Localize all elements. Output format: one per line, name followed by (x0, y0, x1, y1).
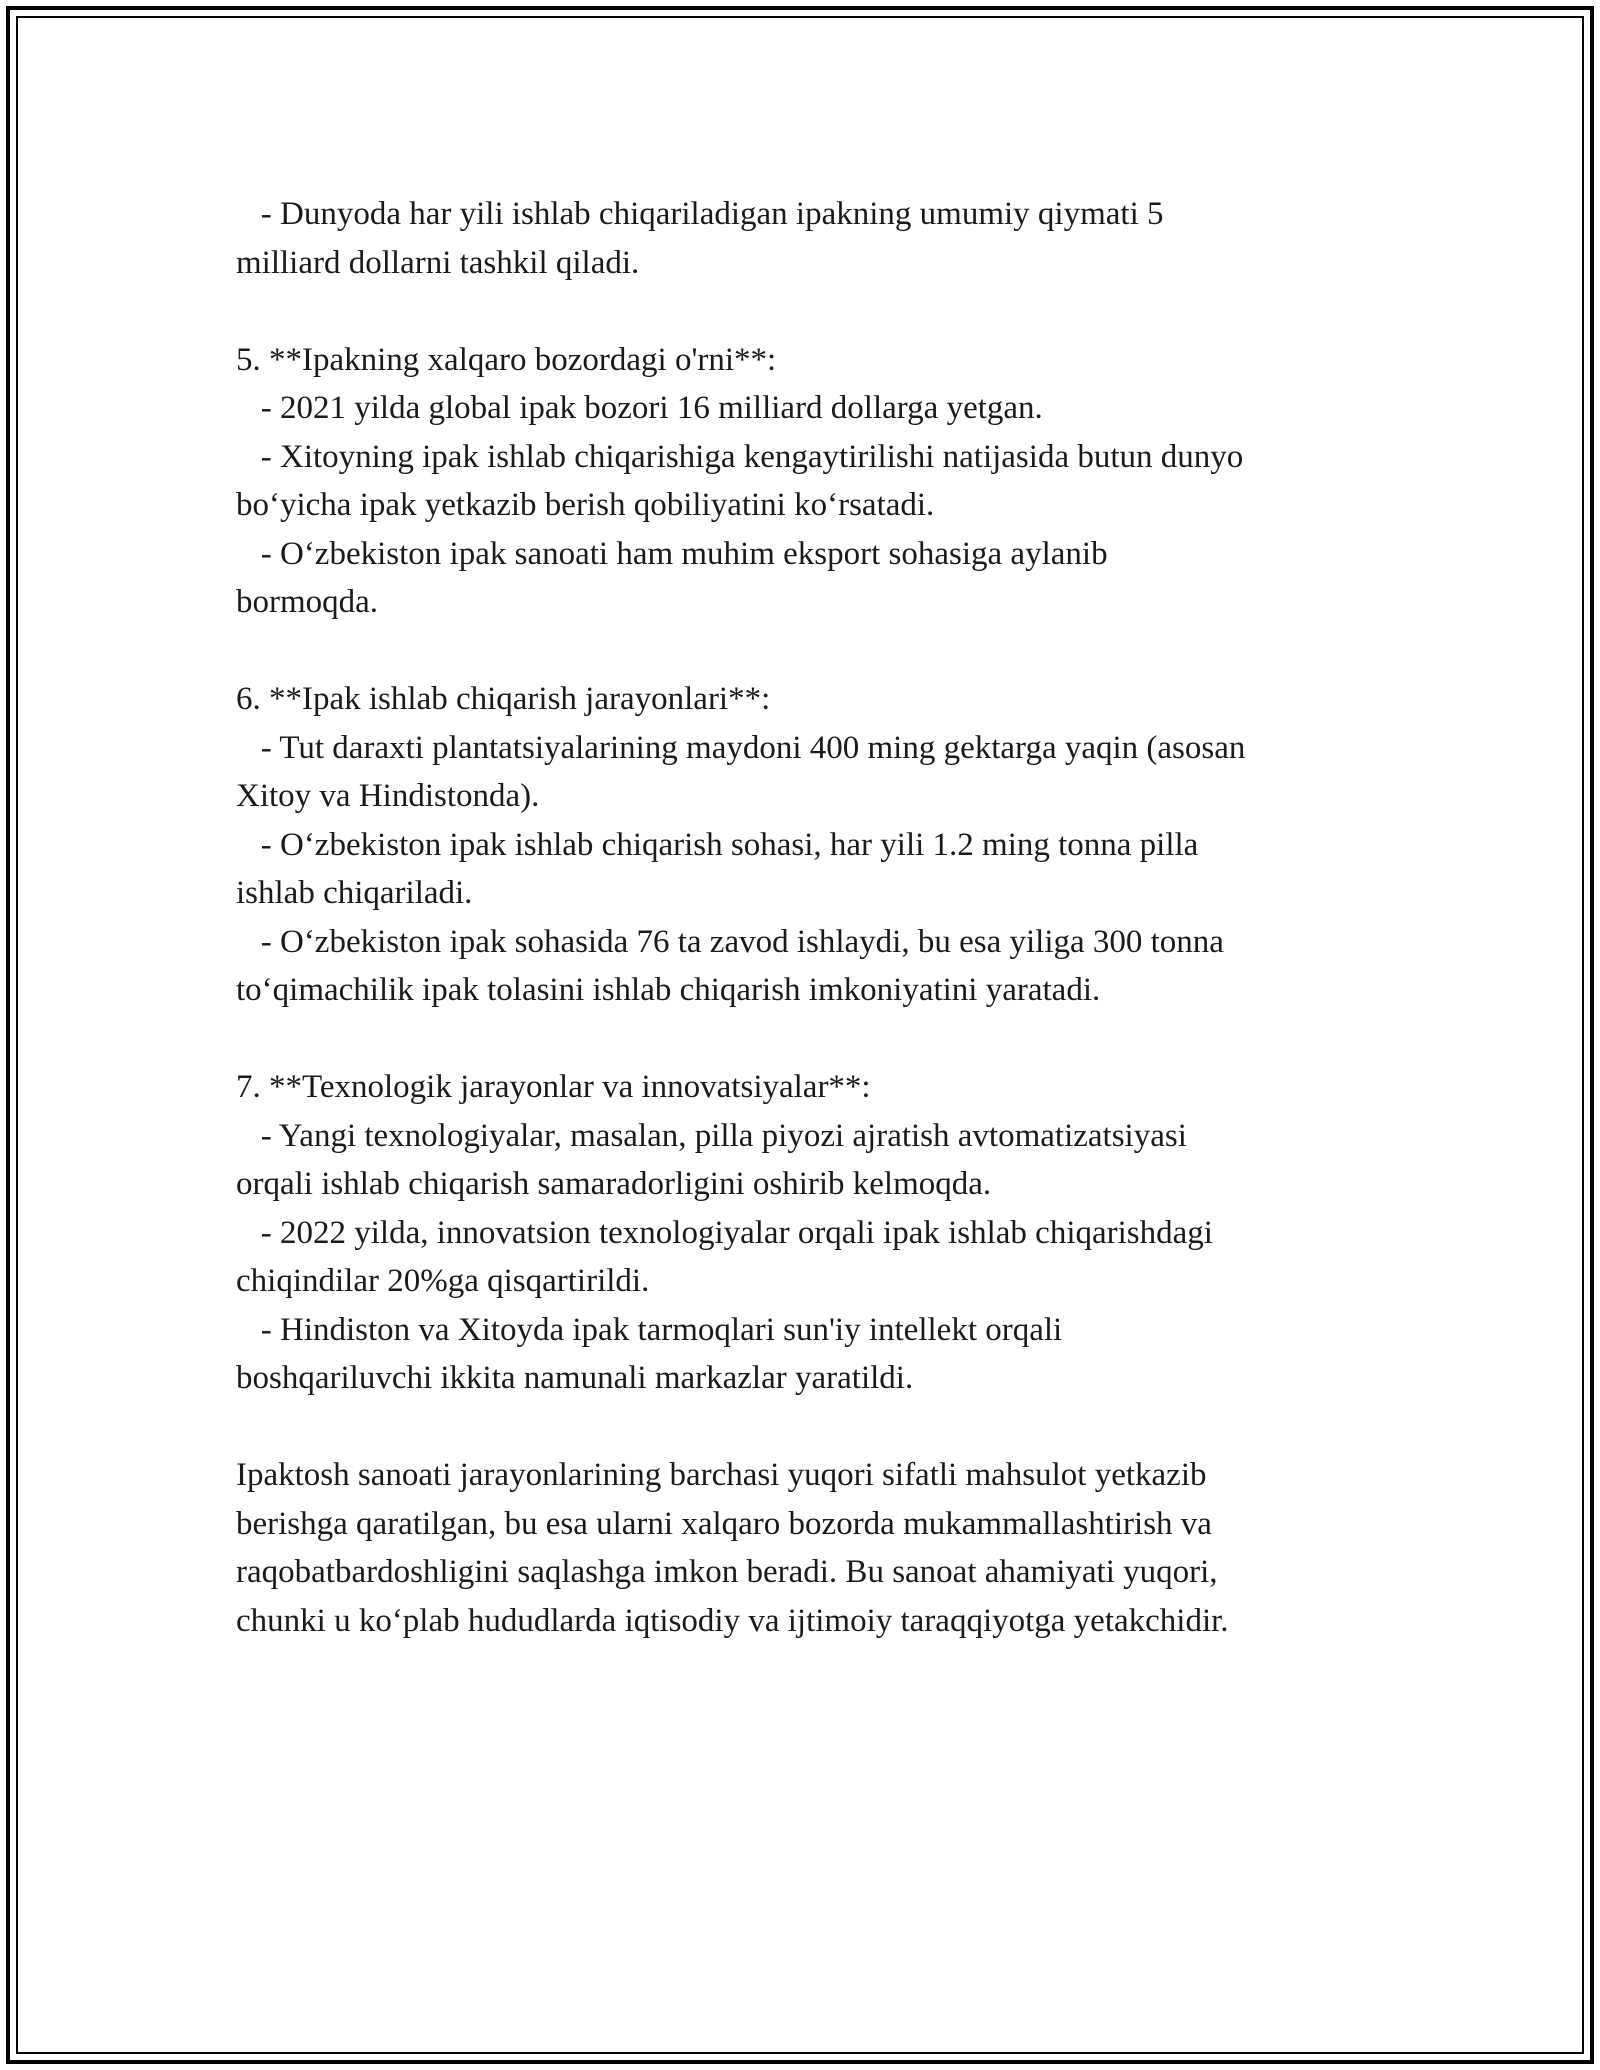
text-line: - Dunyoda har yili ishlab chiqariladigan ipakning umumiy qiymati 5 (236, 196, 1164, 232)
document-body (236, 190, 1376, 1645)
conclusion-line: berishga qaratilgan, bu esa ularni xalqaro bozorda mukammallashtirish va (236, 1505, 1212, 1542)
text-line: chiqindilar 20%ga qisqartirildi. (236, 1263, 650, 1299)
text-line: - 2021 yilda global ipak bozori 16 milliard dollarga yetgan. (236, 390, 1043, 426)
text-line: - O‘zbekiston ipak sanoati ham muhim eksport sohasiga aylanib (236, 535, 1108, 572)
section-heading-7: 7. **Texnologik jarayonlar va innovatsiyalar**: (236, 1069, 871, 1105)
text-line: - Xitoyning ipak ishlab chiqarishiga kengaytirilishi natijasida butun dunyo (236, 438, 1244, 475)
text-line: - Hindiston va Xitoyda ipak tarmoqlari sun'iy intellekt orqali (236, 1311, 1063, 1348)
text-line: bo‘yicha ipak yetkazib berish qobiliyatini ko‘rsatadi. (236, 487, 935, 523)
text-line: to‘qimachilik ipak tolasini ishlab chiqarish imkoniyatini yaratadi. (236, 972, 1101, 1008)
text-line: - Yangi texnologiyalar, masalan, pilla piyozi ajratish avtomatizatsiyasi (236, 1117, 1187, 1154)
section-heading-6: 6. **Ipak ishlab chiqarish jarayonlari**: (236, 681, 771, 717)
text-line: boshqariluvchi ikkita namunali markazlar yaratildi. (236, 1360, 914, 1396)
text-line: - O‘zbekiston ipak sohasida 76 ta zavod ishlaydi, bu esa yiliga 300 tonna (236, 923, 1224, 960)
paragraph-gap (236, 1403, 1376, 1452)
text-line: Xitoy va Hindistonda). (236, 778, 540, 814)
text-line: ishlab chiqariladi. (236, 875, 473, 911)
paragraph-gap (236, 627, 1376, 676)
conclusion-line: Ipaktosh sanoati jarayonlarining barchasi yuqori sifatli mahsulot yetkazib (236, 1457, 1207, 1493)
text-line: bormoqda. (236, 584, 379, 620)
paragraph-gap (236, 287, 1376, 336)
conclusion-line: chunki u ko‘plab hududlarda iqtisodiy va ijtimoiy taraqqiyotga yetakchidir. (236, 1602, 1229, 1639)
conclusion-line: raqobatbardoshligini saqlashga imkon beradi. Bu sanoat ahamiyati yuqori, (236, 1554, 1218, 1590)
text-line: milliard dollarni tashkil qiladi. (236, 244, 640, 281)
text-line: orqali ishlab chiqarish samaradorligini oshirib kelmoqda. (236, 1166, 992, 1202)
section-heading-5: 5. **Ipakning xalqaro bozordagi o'rni**: (236, 341, 777, 378)
text-line: - 2022 yilda, innovatsion texnologiyalar orqali ipak ishlab chiqarishdagi (236, 1214, 1213, 1251)
text-line: - O‘zbekiston ipak ishlab chiqarish sohasi, har yili 1.2 ming tonna pilla (236, 826, 1199, 863)
paragraph-gap (236, 1015, 1376, 1064)
text-line: - Tut daraxti plantatsiyalarining maydoni 400 ming gektarga yaqin (asosan (236, 729, 1246, 766)
